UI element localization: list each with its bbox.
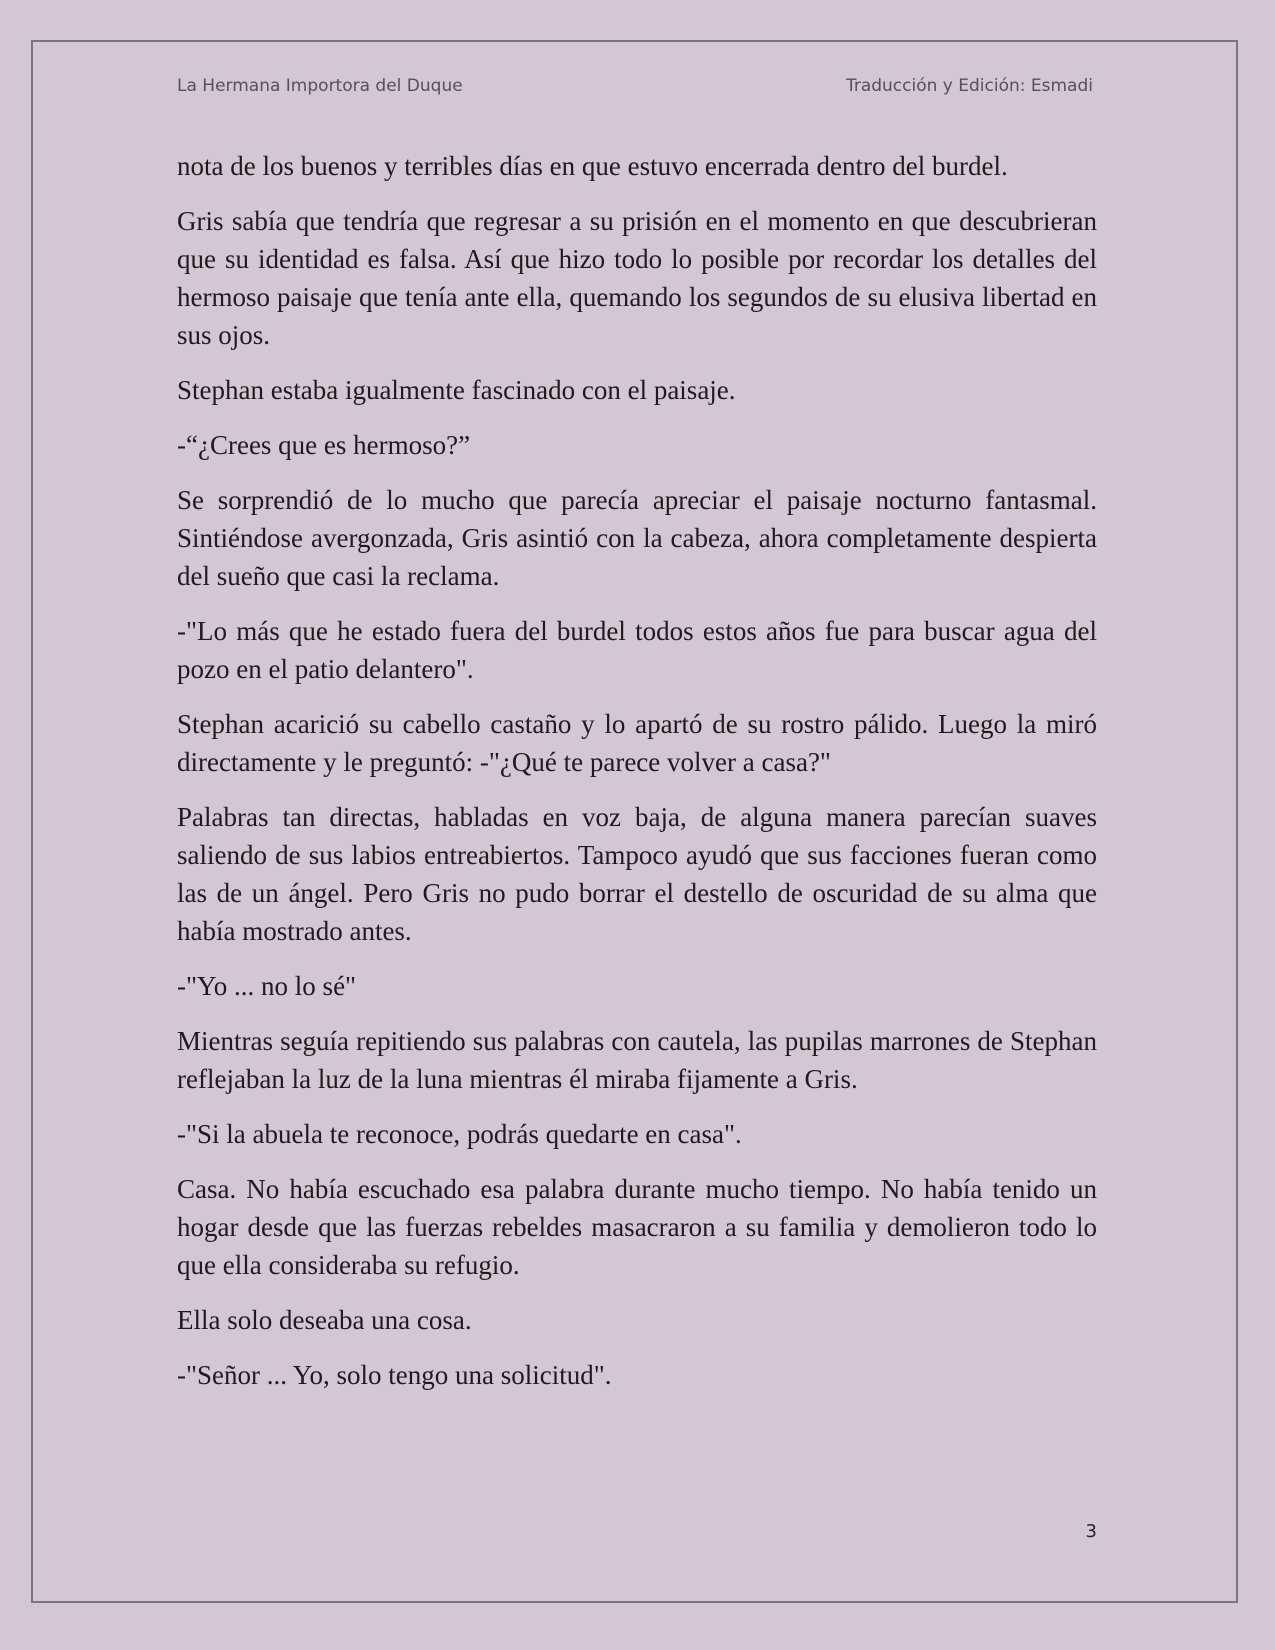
body-text (177, 147, 1097, 1411)
paragraph: Mientras seguía repitiendo sus palabras con cautela, las pupilas marrones de Stephan reflejaban la luz de la luna mientras él miraba fijamente a Gris. (177, 1026, 1097, 1094)
paragraph: -"Si la abuela te reconoce, podrás quedarte en casa". (177, 1119, 742, 1149)
paragraph: -“¿Crees que es hermoso?” (177, 430, 471, 460)
paragraph: Stephan acarició su cabello castaño y lo apartó de su rostro pálido. Luego la miró directamente y le preguntó: -"¿Qué te parece volver a casa?" (177, 709, 1097, 777)
paragraph: Palabras tan directas, habladas en voz baja, de alguna manera parecían suaves saliendo de sus labios entreabiertos. Tampoco ayudó que sus facciones fueran como las de un ángel. Pero Gris no pudo borrar el destello de oscuridad de su alma que había mostrado antes. (177, 802, 1097, 946)
page-number: 3 (1085, 1521, 1097, 1542)
header-book-title: La Hermana Importora del Duque (177, 76, 463, 96)
paragraph: Casa. No había escuchado esa palabra durante mucho tiempo. No había tenido un hogar desde que las fuerzas rebeldes masacraron a su familia y demolieron todo lo que ella consideraba su refugio. (177, 1174, 1097, 1280)
paragraph: Ella solo deseaba una cosa. (177, 1305, 472, 1335)
paragraph: -"Lo más que he estado fuera del burdel todos estos años fue para buscar agua del pozo en el patio delantero". (177, 616, 1097, 684)
paragraph: Stephan estaba igualmente fascinado con el paisaje. (177, 375, 736, 405)
paragraph: Se sorprendió de lo mucho que parecía apreciar el paisaje nocturno fantasmal. Sintiéndose avergonzada, Gris asintió con la cabeza, ahora completamente despierta del sueño que casi la reclama. (177, 485, 1097, 591)
header-credits: Traducción y Edición: Esmadi (845, 76, 1093, 96)
page-header (177, 76, 1093, 100)
paragraph: nota de los buenos y terribles días en que estuvo encerrada dentro del burdel. (177, 151, 1008, 181)
paragraph: -"Señor ... Yo, solo tengo una solicitud". (177, 1360, 612, 1390)
paragraph: Gris sabía que tendría que regresar a su prisión en el momento en que descubrieran que su identidad es falsa. Así que hizo todo lo posible por recordar los detalles del hermoso paisaje que tenía ante ella, quemando los segundos de su elusiva libertad en sus ojos. (177, 206, 1097, 350)
paragraph: -"Yo ... no lo sé" (177, 971, 357, 1001)
